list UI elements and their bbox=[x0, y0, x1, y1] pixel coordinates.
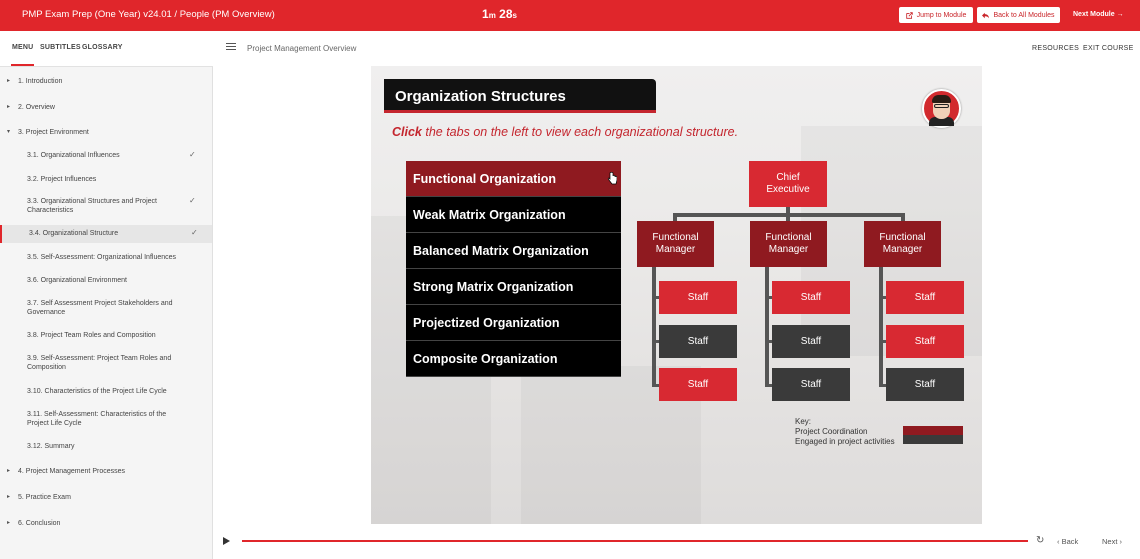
tab-strong-matrix-organization[interactable] bbox=[406, 269, 621, 305]
key-title: Key: bbox=[795, 417, 812, 426]
caret-down-icon: ▾ bbox=[7, 129, 11, 135]
breadcrumb: Project Management Overview bbox=[247, 44, 357, 53]
key-engaged-swatch bbox=[903, 435, 963, 444]
active-tab-indicator bbox=[11, 64, 34, 66]
sidebar-item-label: 1. Introduction bbox=[18, 78, 63, 85]
back-to-all-modules-label: Back to All Modules bbox=[993, 11, 1055, 19]
external-link-icon bbox=[906, 12, 913, 19]
back-to-all-modules-button[interactable] bbox=[977, 7, 1060, 23]
sidebar-menu-item[interactable] bbox=[0, 463, 212, 483]
tab-balanced-matrix-organization[interactable] bbox=[406, 233, 621, 269]
sidebar-item-label: 6. Conclusion bbox=[18, 520, 61, 527]
staff-box-engaged: Staff bbox=[772, 325, 850, 358]
slide-title: Organization Structures bbox=[395, 88, 566, 105]
tab-subtitles[interactable]: SUBTITLES bbox=[40, 44, 81, 51]
tab-projectized-organization[interactable] bbox=[406, 305, 621, 341]
jump-to-module-label: Jump to Module bbox=[916, 11, 967, 19]
key-coordination-swatch bbox=[903, 426, 963, 435]
instruction-bold: Click bbox=[392, 125, 422, 139]
slide-title-box bbox=[384, 79, 656, 113]
functional-manager-box: Functional Manager bbox=[864, 221, 941, 267]
instruction-text bbox=[392, 125, 738, 139]
connector-line bbox=[879, 267, 883, 387]
sidebar-item-label: 3.3. Organizational Structures and Project Characteristics bbox=[27, 198, 157, 214]
timer-seconds: 28 bbox=[499, 7, 513, 21]
sidebar-menu-item[interactable] bbox=[0, 489, 212, 509]
sidebar-item-label: 3.7. Self Assessment Project Stakeholders and Governance bbox=[27, 300, 173, 316]
staff-box-coordination: Staff bbox=[886, 281, 964, 314]
tab-label: Weak Matrix Organization bbox=[413, 207, 566, 222]
sidebar-menu-item[interactable] bbox=[0, 383, 212, 401]
sidebar-menu-item[interactable] bbox=[0, 193, 212, 221]
sidebar-item-label: 3.10. Characteristics of the Project Life Cycle bbox=[27, 388, 167, 395]
resources-button[interactable]: RESOURCES bbox=[1032, 45, 1080, 52]
caret-right-icon: ▸ bbox=[7, 494, 11, 500]
sidebar-tabs bbox=[0, 31, 213, 67]
course-title: PMP Exam Prep (One Year) v24.01 / People (PM Overview) bbox=[22, 9, 275, 20]
functional-manager-box: Functional Manager bbox=[637, 221, 714, 267]
tab-glossary[interactable]: GLOSSARY bbox=[82, 44, 123, 51]
sidebar-item-label: 3.12. Summary bbox=[27, 443, 75, 450]
key-engaged-label: Engaged in project activities bbox=[795, 437, 895, 446]
checkmark-icon: ✓ bbox=[189, 196, 196, 205]
functional-manager-box: Functional Manager bbox=[750, 221, 827, 267]
tab-weak-matrix-organization[interactable] bbox=[406, 197, 621, 233]
caret-right-icon: ▸ bbox=[7, 104, 11, 110]
next-module-label: Next Module bbox=[1073, 11, 1115, 18]
chief-executive-box: Chief Executive bbox=[749, 161, 827, 207]
tab-label: Strong Matrix Organization bbox=[413, 279, 574, 294]
replay-icon[interactable]: ↻ bbox=[1036, 535, 1045, 546]
sidebar-item-label: 3.4. Organizational Structure bbox=[29, 230, 119, 237]
sidebar-item-label: 3.2. Project Influences bbox=[27, 176, 97, 183]
caret-right-icon: ▸ bbox=[7, 468, 11, 474]
sidebar-menu-item[interactable] bbox=[0, 327, 212, 345]
back-button[interactable] bbox=[1057, 537, 1078, 546]
chevron-left-icon: ‹ bbox=[1057, 537, 1060, 546]
next-label: Next bbox=[1102, 537, 1118, 546]
checkmark-icon: ✓ bbox=[189, 150, 196, 159]
tab-label: Projectized Organization bbox=[413, 315, 560, 330]
sidebar-menu-item[interactable] bbox=[0, 406, 212, 434]
exit-course-button[interactable]: EXIT COURSE bbox=[1083, 45, 1134, 52]
sidebar-menu-item[interactable] bbox=[0, 225, 212, 243]
staff-box-engaged: Staff bbox=[772, 368, 850, 401]
sidebar-menu-item[interactable] bbox=[0, 515, 212, 535]
instructor-avatar bbox=[922, 89, 961, 128]
sidebar-item-label: 3. Project Environment bbox=[18, 129, 89, 136]
timer bbox=[482, 7, 517, 21]
tab-composite-organization[interactable] bbox=[406, 341, 621, 377]
sidebar-menu-item[interactable] bbox=[0, 249, 212, 267]
sidebar-menu-item[interactable] bbox=[0, 295, 212, 323]
sidebar bbox=[0, 31, 213, 559]
reply-icon bbox=[982, 12, 989, 19]
sidebar-menu-item[interactable] bbox=[0, 350, 212, 378]
caret-right-icon: ▸ bbox=[7, 78, 11, 84]
sidebar-menu-item[interactable] bbox=[0, 147, 212, 165]
timer-min-unit: m bbox=[488, 11, 496, 20]
jump-to-module-button[interactable] bbox=[899, 7, 973, 23]
play-icon[interactable] bbox=[223, 537, 230, 545]
sidebar-menu-item[interactable] bbox=[0, 438, 212, 456]
staff-box-engaged: Staff bbox=[886, 368, 964, 401]
next-button[interactable] bbox=[1102, 537, 1122, 546]
checkmark-icon: ✓ bbox=[191, 228, 198, 237]
tab-label: Functional Organization bbox=[413, 171, 557, 186]
staff-box-coordination: Staff bbox=[659, 368, 737, 401]
top-bar bbox=[0, 0, 1140, 31]
tab-label: Balanced Matrix Organization bbox=[413, 243, 589, 258]
sidebar-menu-item[interactable] bbox=[0, 124, 212, 144]
sidebar-item-label: 3.6. Organizational Environment bbox=[27, 277, 127, 284]
tab-functional-organization[interactable] bbox=[406, 161, 621, 197]
key-coordination-label: Project Coordination bbox=[795, 427, 868, 436]
sidebar-item-label: 3.8. Project Team Roles and Composition bbox=[27, 332, 156, 339]
connector-line bbox=[652, 267, 656, 387]
sidebar-item-label: 3.1. Organizational Influences bbox=[27, 152, 120, 159]
tab-menu[interactable]: MENU bbox=[12, 44, 34, 51]
hamburger-menu-icon[interactable] bbox=[226, 43, 236, 50]
sidebar-menu-item[interactable] bbox=[0, 272, 212, 290]
caret-right-icon: ▸ bbox=[7, 520, 11, 526]
tab-label: Composite Organization bbox=[413, 351, 558, 366]
staff-box-coordination: Staff bbox=[772, 281, 850, 314]
back-label: Back bbox=[1061, 537, 1079, 546]
chevron-right-icon: › bbox=[1119, 537, 1123, 546]
sidebar-item-label: 5. Practice Exam bbox=[18, 494, 71, 501]
sidebar-menu-item[interactable] bbox=[0, 73, 212, 93]
sidebar-item-label: 3.11. Self-Assessment: Characteristics of the Project Life Cycle bbox=[27, 411, 167, 427]
staff-box-coordination: Staff bbox=[886, 325, 964, 358]
sidebar-item-label: 3.9. Self-Assessment: Project Team Roles and Composition bbox=[27, 355, 172, 371]
progress-bar[interactable] bbox=[242, 540, 1028, 542]
slide bbox=[371, 66, 982, 524]
sidebar-menu-item[interactable] bbox=[0, 171, 212, 189]
instruction-rest: the tabs on the left to view each organizational structure. bbox=[421, 125, 739, 139]
staff-box-coordination: Staff bbox=[659, 281, 737, 314]
timer-sec-unit: s bbox=[512, 11, 517, 20]
arrow-right-icon: → bbox=[1116, 11, 1124, 18]
sidebar-item-label: 2. Overview bbox=[18, 104, 55, 111]
sidebar-item-label: 3.5. Self-Assessment: Organizational Influences bbox=[27, 254, 177, 261]
staff-box-engaged: Staff bbox=[659, 325, 737, 358]
sidebar-menu-item[interactable] bbox=[0, 99, 212, 119]
connector-line bbox=[765, 267, 769, 387]
next-module-button[interactable] bbox=[1073, 11, 1124, 18]
sidebar-item-label: 4. Project Management Processes bbox=[18, 468, 125, 475]
hand-cursor-icon bbox=[607, 172, 617, 185]
timer-minutes: 1 bbox=[482, 7, 489, 21]
